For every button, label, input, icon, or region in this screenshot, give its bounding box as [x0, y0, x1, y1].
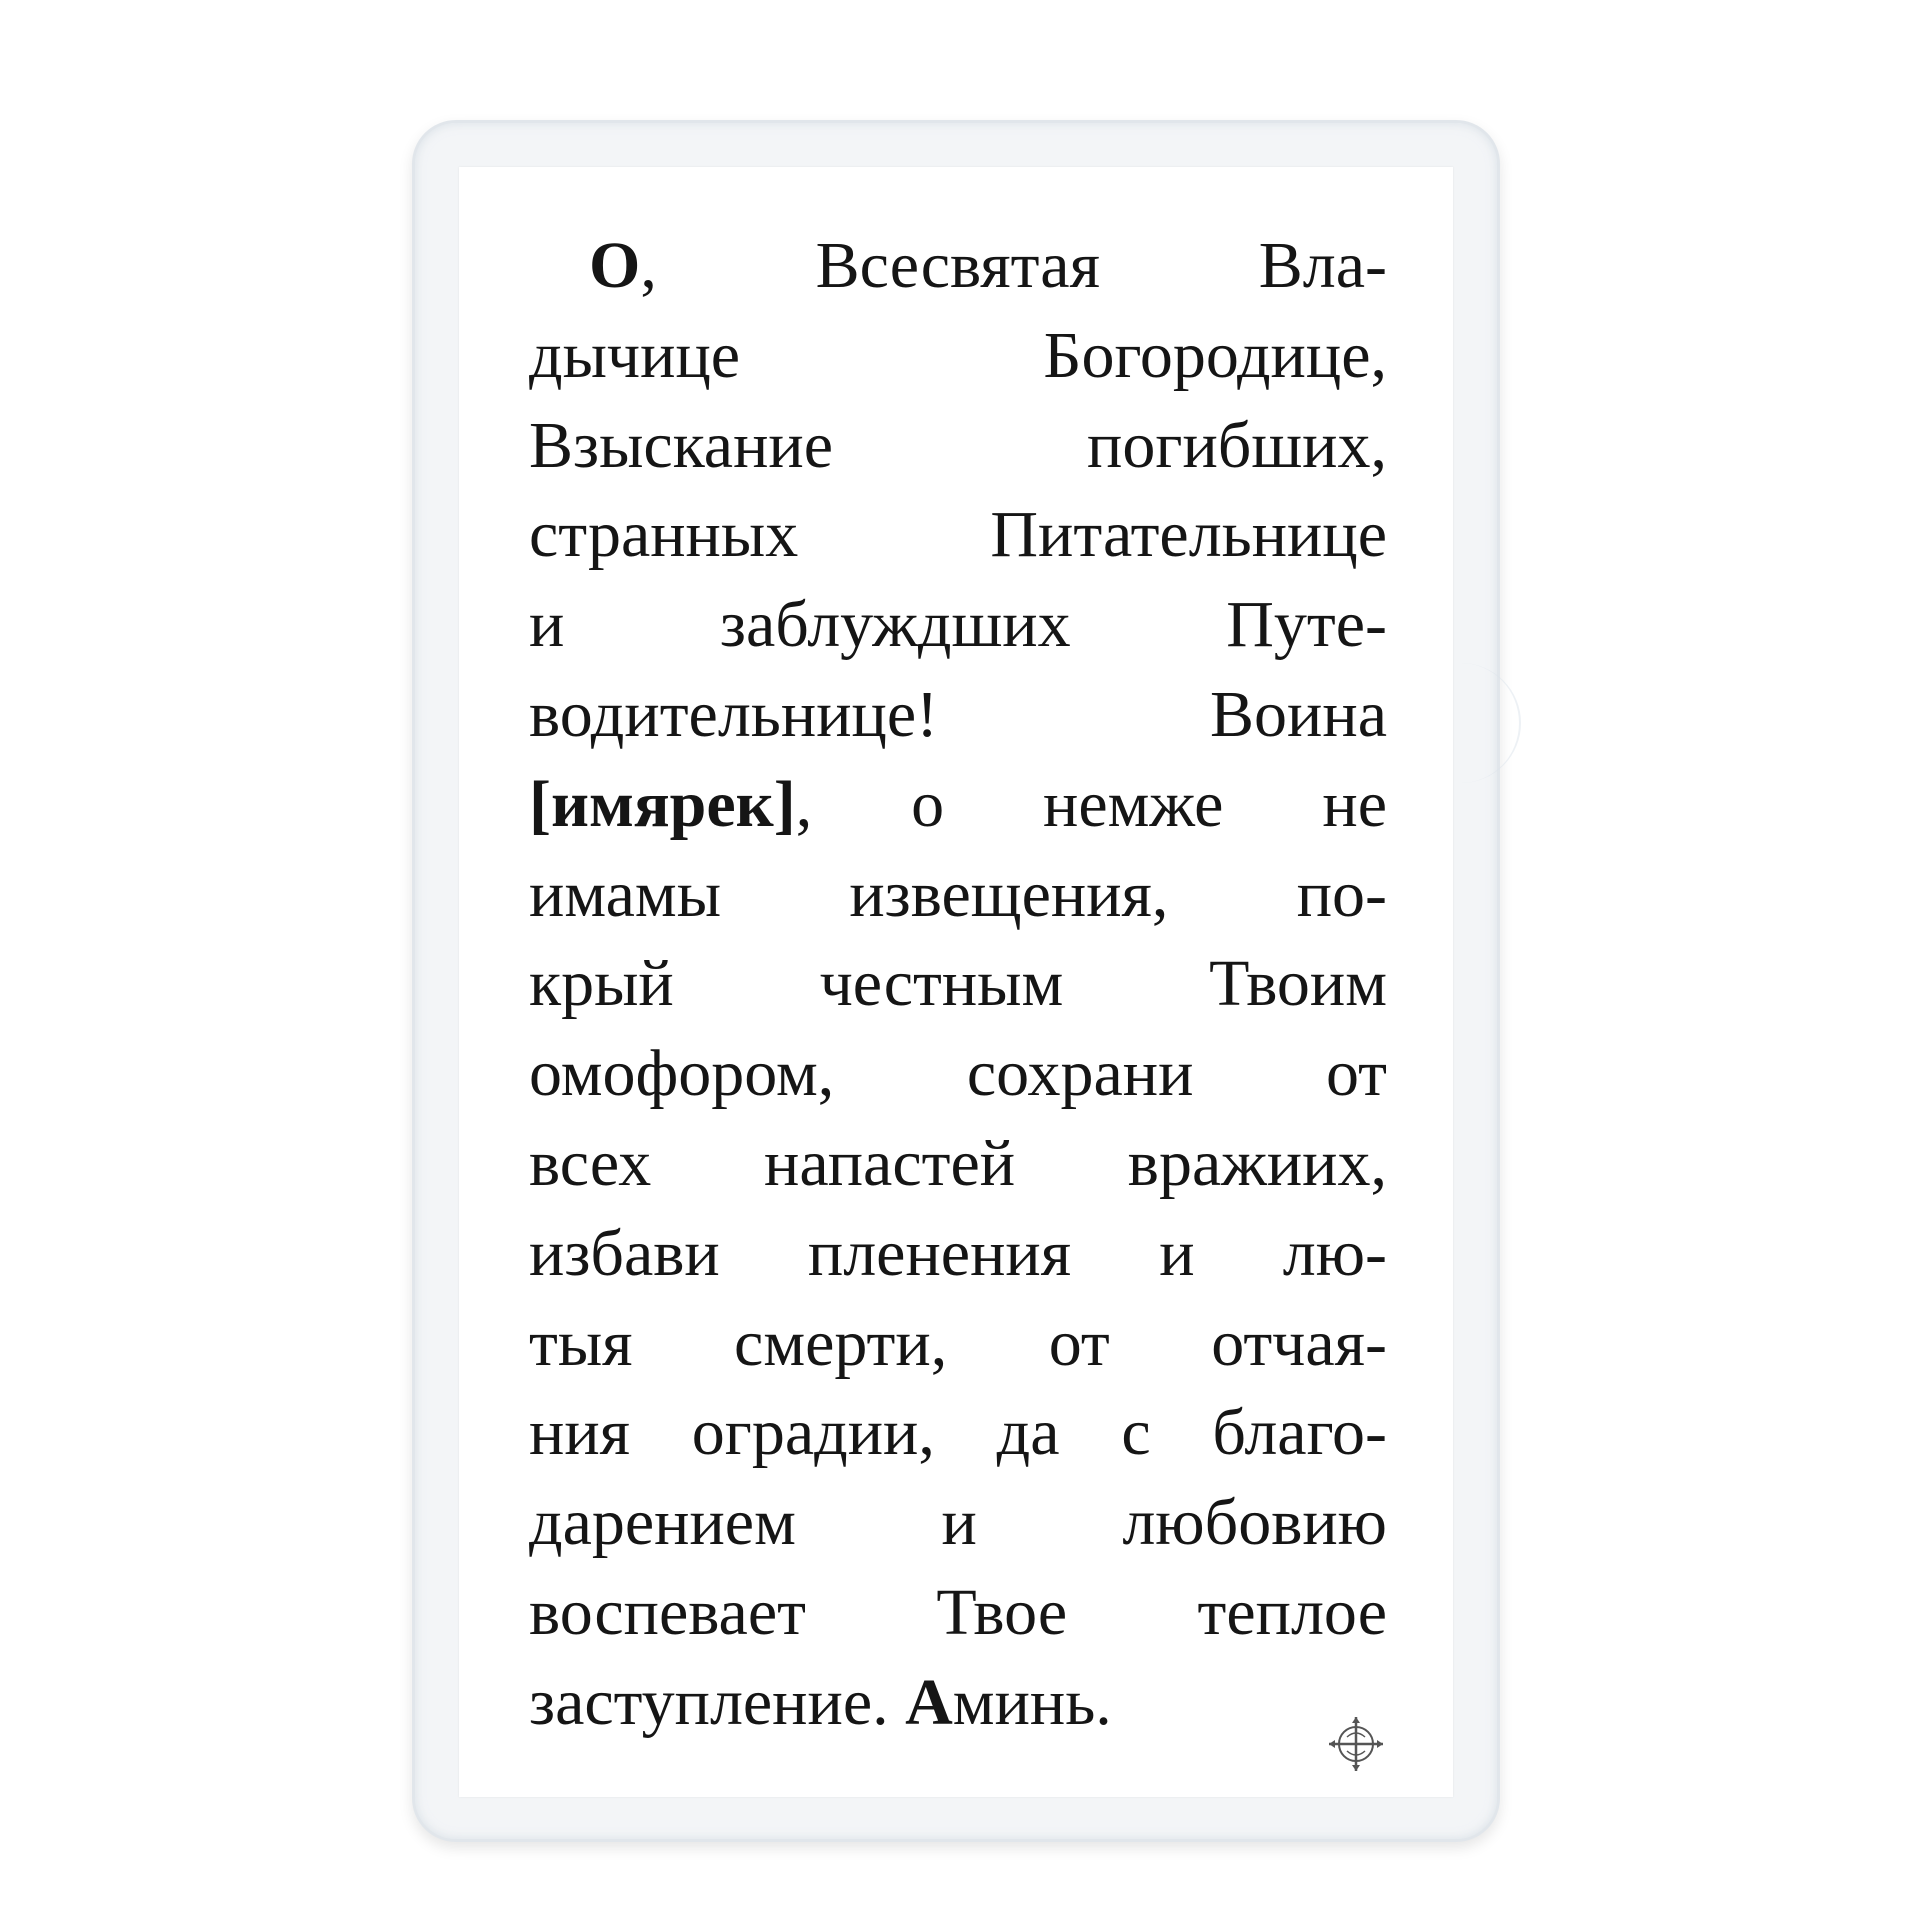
prayer-line-3: Взыскание погибших, [529, 408, 1387, 482]
prayer-line-6: водительнице! Воина [529, 677, 1387, 751]
prayer-line-12: избави пленения и лю- [529, 1216, 1387, 1290]
laminated-card-sleeve [412, 120, 1500, 1842]
publisher-cross-emblem-icon [1325, 1713, 1387, 1775]
prayer-line-1: О, Всесвятая Вла- [589, 229, 1387, 302]
prayer-line-15: дарением и любовию [529, 1486, 1387, 1560]
prayer-line-11: всех напастей вражиих, [529, 1126, 1387, 1200]
prayer-line-7: [имярек], о немже не [529, 767, 1387, 841]
prayer-line-8: имамы извещения, по- [529, 857, 1387, 931]
prayer-line-5: и заблуждших Путе- [529, 588, 1387, 662]
prayer-line-2: дычице Богородице, [529, 318, 1387, 392]
prayer-text [529, 221, 1387, 1748]
prayer-line-10: омофором, сохрани от [529, 1037, 1387, 1111]
prayer-line-9: крый честным Твоим [529, 947, 1387, 1021]
prayer-line-4: странных Питательнице [529, 498, 1387, 572]
prayer-line-16: воспевает Твое теплое [529, 1575, 1387, 1649]
prayer-line-13: тыя смерти, от отчая- [529, 1306, 1387, 1380]
prayer-card [459, 167, 1453, 1797]
prayer-line-17: заступление. Аминь. [529, 1665, 1112, 1739]
prayer-line-14: ния оградии, да с благо- [529, 1396, 1387, 1470]
